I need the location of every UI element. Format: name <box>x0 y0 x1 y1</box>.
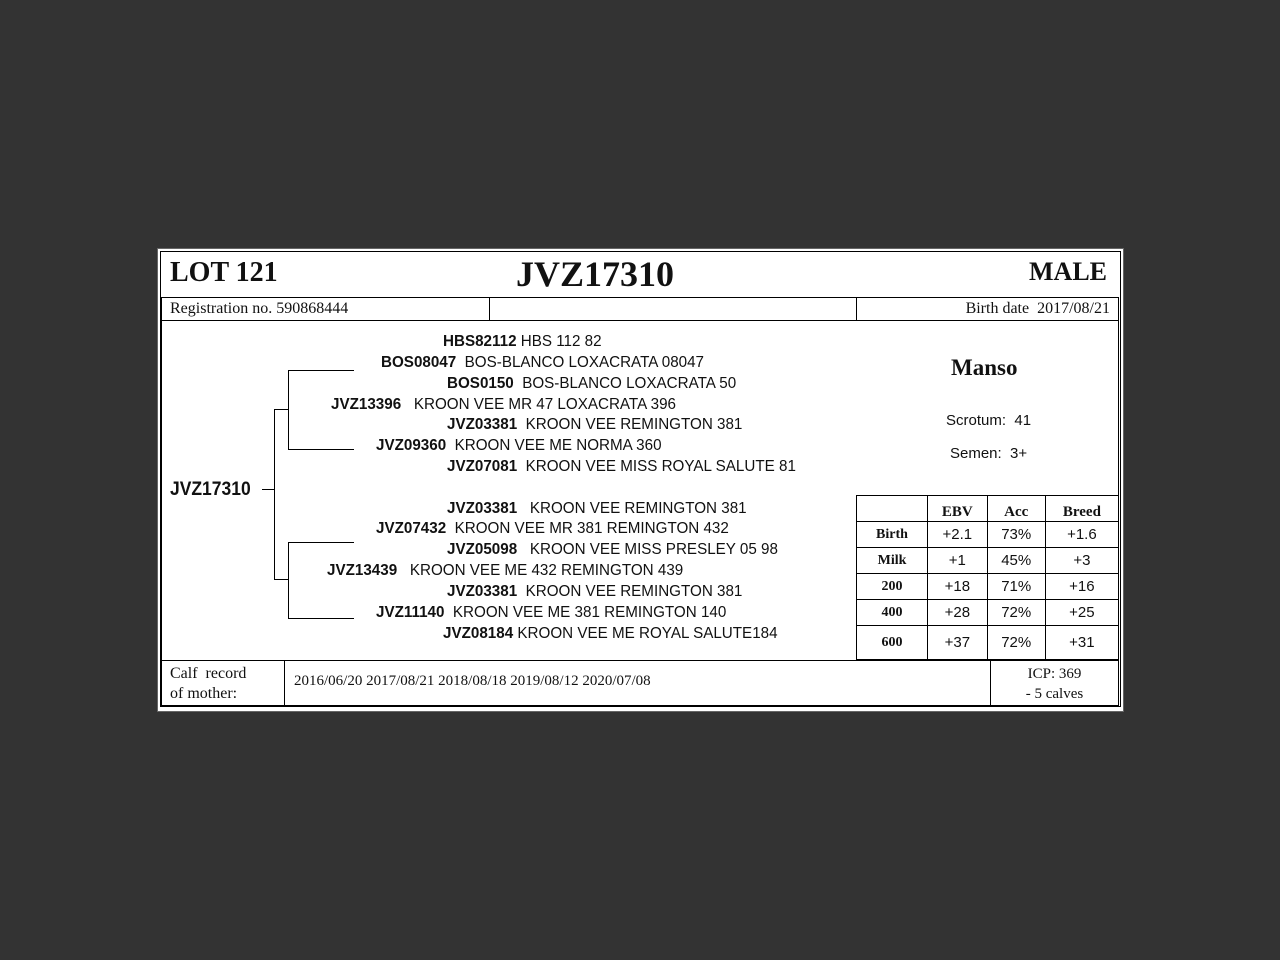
ebv-row: 400 +28 72% +25 <box>857 600 1119 626</box>
pedigree-row: JVZ08184 KROON VEE ME ROYAL SALUTE184 <box>443 625 778 642</box>
ebv-table <box>856 495 1119 660</box>
tree-line <box>288 542 289 619</box>
icp-cell <box>990 660 1119 706</box>
tree-line <box>288 449 354 450</box>
scrotum-info: Scrotum: 41 <box>946 412 1032 429</box>
registration-cell <box>161 297 490 321</box>
birth-date: Birth date 2017/08/21 <box>965 300 1110 317</box>
acc-header: Acc <box>987 496 1045 522</box>
pedigree-row: JVZ05098 KROON VEE MISS PRESLEY 05 98 <box>447 541 778 558</box>
tree-line <box>262 489 274 490</box>
icp-info: ICP: 369 - 5 calves <box>1025 666 1084 702</box>
pedigree-row: BOS08047 BOS-BLANCO LOXACRATA 08047 <box>381 354 705 371</box>
ebv-header: EBV <box>928 496 988 522</box>
animal-id-title: JVZ17310 <box>516 254 675 294</box>
pedigree-row: JVZ11140 KROON VEE ME 381 REMINGTON 140 <box>376 604 727 621</box>
ebv-row: 600 +37 72% +31 <box>857 626 1119 660</box>
ebv-header-blank <box>857 496 928 522</box>
lot-number: LOT 121 <box>170 257 278 288</box>
tree-line <box>274 409 288 410</box>
calf-record-dates-cell <box>284 660 991 706</box>
pedigree-subject: JVZ17310 <box>170 479 251 500</box>
ebv-row: Milk +1 45% +3 <box>857 548 1119 574</box>
lot-card <box>157 248 1124 712</box>
pedigree-row: BOS0150 BOS-BLANCO LOXACRATA 50 <box>447 375 737 392</box>
tree-line <box>288 370 289 449</box>
pedigree-row: HBS82112 HBS 112 82 <box>443 333 602 350</box>
calf-record-label-cell <box>161 660 285 706</box>
pedigree-row: JVZ09360 KROON VEE ME NORMA 360 <box>376 437 662 454</box>
sex-label: MALE <box>1029 257 1107 286</box>
ebv-row: Birth +2.1 73% +1.6 <box>857 522 1119 548</box>
tree-line <box>288 370 354 371</box>
pedigree-row: JVZ13396 KROON VEE MR 47 LOXACRATA 396 <box>331 396 676 413</box>
calf-record-label: Calf record of mother: <box>170 665 247 702</box>
pedigree-row: JVZ07432 KROON VEE MR 381 REMINGTON 432 <box>376 520 729 537</box>
pedigree-row: JVZ03381 KROON VEE REMINGTON 381 <box>447 583 743 600</box>
tree-line <box>288 542 354 543</box>
tree-line <box>274 409 275 580</box>
breed-header: Breed <box>1045 496 1118 522</box>
tree-line <box>288 618 354 619</box>
pedigree-row: JVZ13439 KROON VEE ME 432 REMINGTON 439 <box>327 562 684 579</box>
semen-info: Semen: 3+ <box>950 445 1028 462</box>
pedigree-row: JVZ07081 KROON VEE MISS ROYAL SALUTE 81 <box>447 458 796 475</box>
birth-date-cell <box>856 297 1119 321</box>
empty-cell <box>489 297 857 321</box>
animal-name: Manso <box>951 355 1018 380</box>
registration-number: Registration no. 590868444 <box>170 300 349 317</box>
tree-line <box>274 579 288 580</box>
ebv-row: 200 +18 71% +16 <box>857 574 1119 600</box>
pedigree-row: JVZ03381 KROON VEE REMINGTON 381 <box>447 416 743 433</box>
pedigree-row: JVZ03381 KROON VEE REMINGTON 381 <box>447 500 747 517</box>
calf-record-dates: 2016/06/20 2017/08/21 2018/08/18 2019/08/12 2020/07/08 <box>294 673 651 689</box>
